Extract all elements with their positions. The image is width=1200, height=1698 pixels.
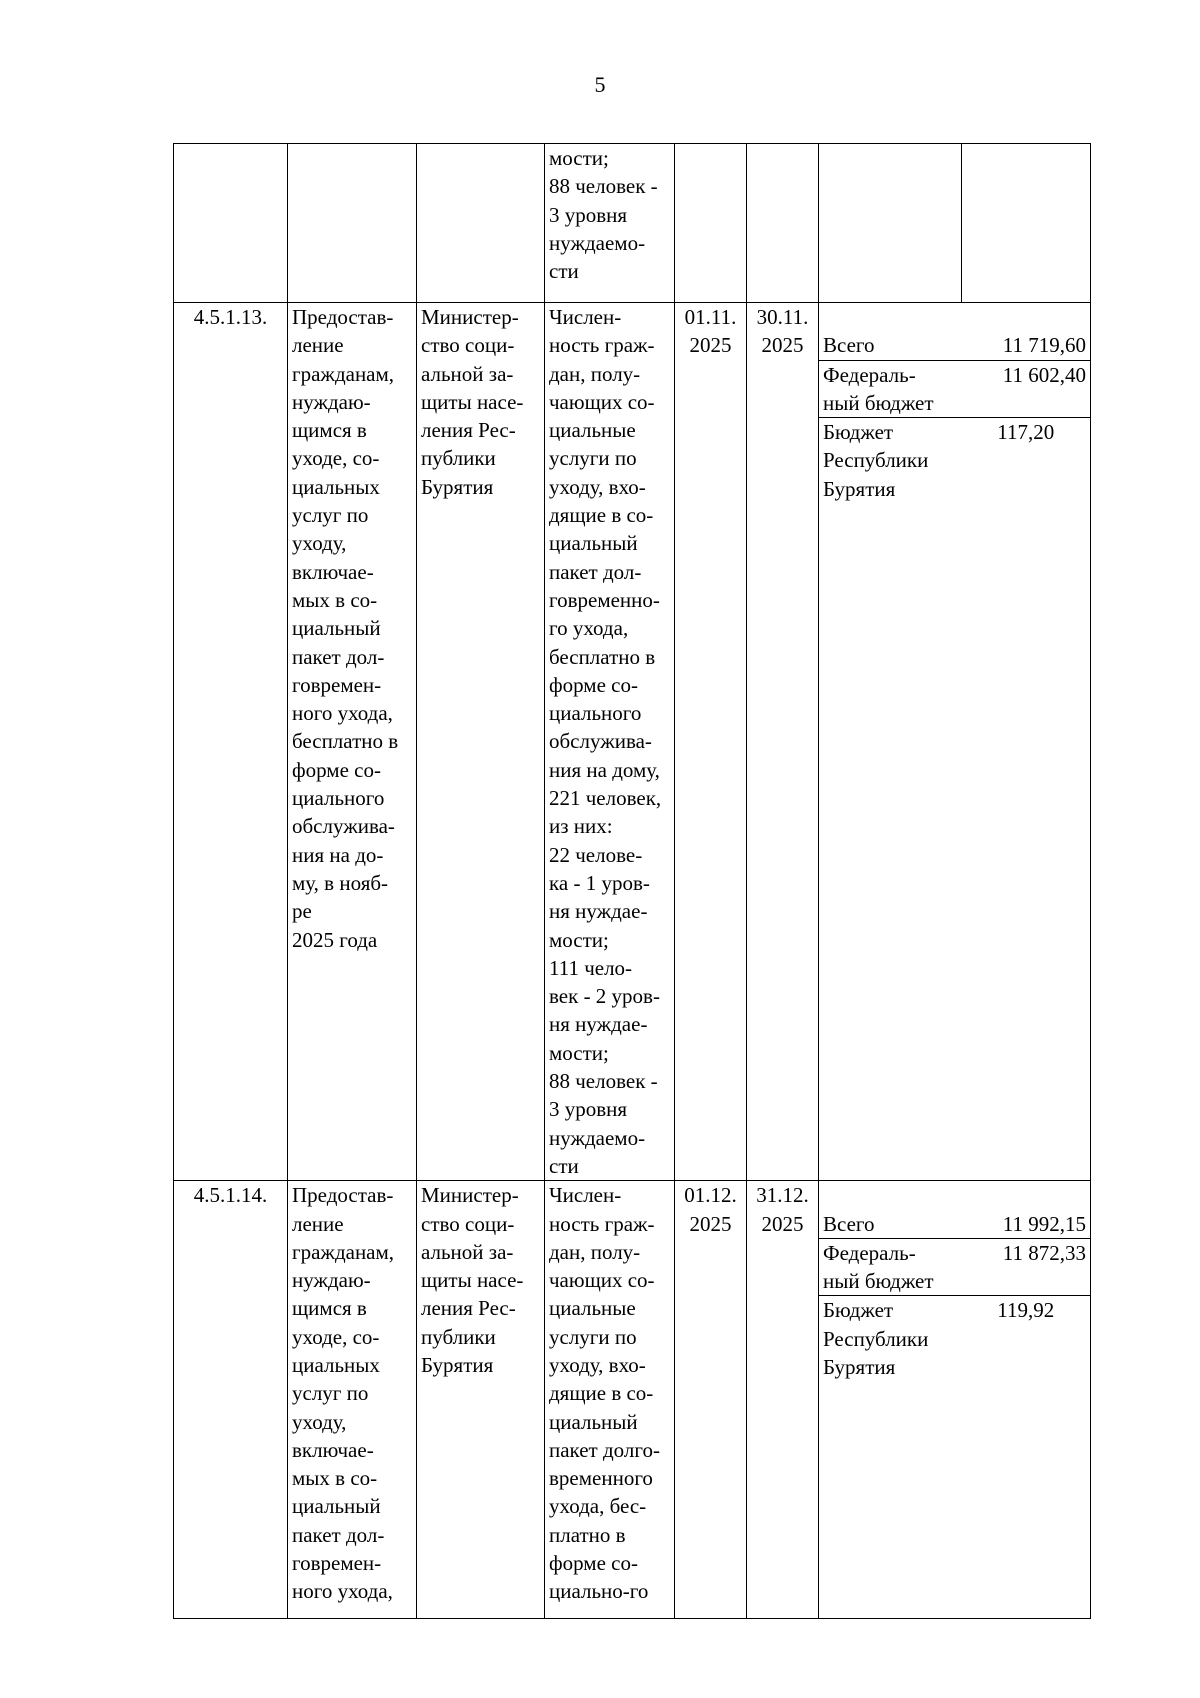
measure-end-date: 31.12. 2025: [747, 1181, 819, 1619]
measure-indicator: Числен- ность граж- дан, полу- чающих со- циальные услуги по уходу, вхо- дящие в со- циальный пакет долго- временного ухода, бес- платно в форме со- циально-го: [545, 1181, 675, 1619]
page-number: 5: [594, 72, 606, 97]
funding-amount: 11 872,33: [962, 1238, 1090, 1296]
funding-amount: 117,20: [962, 418, 1090, 503]
funding-block: [819, 1181, 1091, 1619]
measure-name: [288, 144, 417, 303]
funding-source: Всего: [823, 1211, 875, 1236]
measure-start-date: 01.12. 2025: [675, 1181, 747, 1619]
measure-indicator: мости; 88 человек - 3 уровня нуждаемо- сти: [545, 144, 675, 303]
funding-source: Бюджет Республики Бурятия: [819, 1296, 962, 1381]
funding-row-regional: [819, 418, 1090, 503]
funding-table: [819, 1210, 1090, 1382]
funding-amount: 11 719,60: [1002, 333, 1086, 358]
funding-amount: 11 602,40: [962, 360, 1090, 418]
funding-amount: 119,92: [962, 1296, 1090, 1381]
measure-end-date: 30.11. 2025: [747, 303, 819, 1181]
measure-name: Предостав- ление гражданам, нуждаю- щимся в уходе, со- циальных услуг по уходу, включае- мых в со- циальный пакет дол- говремен- ного ухода,: [288, 1181, 417, 1619]
funding-row-federal: [819, 360, 1090, 418]
table-row: [174, 1181, 1091, 1619]
measure-number: [174, 144, 288, 303]
funding-amount: [962, 144, 1091, 303]
funding-table: [819, 331, 1090, 503]
measure-name: Предостав- ление гражданам, нуждаю- щимся в уходе, со- циальных услуг по уходу, включае- мых в со- циальный пакет дол- говремен- ного ухода, бесплатно в форме со- циального обслужива- ния на до- му, в нояб- ре 2025 года: [288, 303, 417, 1181]
measure-number: 4.5.1.14.: [174, 1181, 288, 1619]
funding-source: [819, 144, 962, 303]
funding-source: Всего: [823, 333, 875, 358]
funding-amount: 11 992,15: [1002, 1211, 1086, 1236]
table-row: [174, 303, 1091, 1181]
measure-start-date: 01.11. 2025: [675, 303, 747, 1181]
measure-indicator: Числен- ность граж- дан, полу- чающих со- циальные услуги по уходу, вхо- дящие в со- циальный пакет дол- говременно- го ухода, бесплатно в форме со- циального обслужива- ния на дому, 221 человек, из них: 22 челове- ка - 1 уров- ня нуждае- мости; 111 чело- век - 2 уров- ня нуждае- мости; 88 человек - 3 уровня нуждаемо- сти: [545, 303, 675, 1181]
measure-number: 4.5.1.13.: [174, 303, 288, 1181]
funding-row-federal: [819, 1238, 1090, 1296]
measure-executor: Министер- ство соци- альной за- щиты насе- ления Рес- публики Бурятия: [417, 303, 545, 1181]
funding-source: Федераль- ный бюджет: [819, 1238, 962, 1296]
funding-row-total: [819, 1210, 1090, 1239]
funding-block: [819, 303, 1091, 1181]
measure-end-date: [747, 144, 819, 303]
measures-table: [173, 143, 1091, 1619]
funding-row-total: [819, 331, 1090, 360]
table-row: [174, 144, 1091, 303]
measure-executor: [417, 144, 545, 303]
funding-source: Бюджет Республики Бурятия: [819, 418, 962, 503]
measure-executor: Министер- ство соци- альной за- щиты насе- ления Рес- публики Бурятия: [417, 1181, 545, 1619]
funding-row-regional: [819, 1296, 1090, 1381]
funding-source: Федераль- ный бюджет: [819, 360, 962, 418]
measure-start-date: [675, 144, 747, 303]
